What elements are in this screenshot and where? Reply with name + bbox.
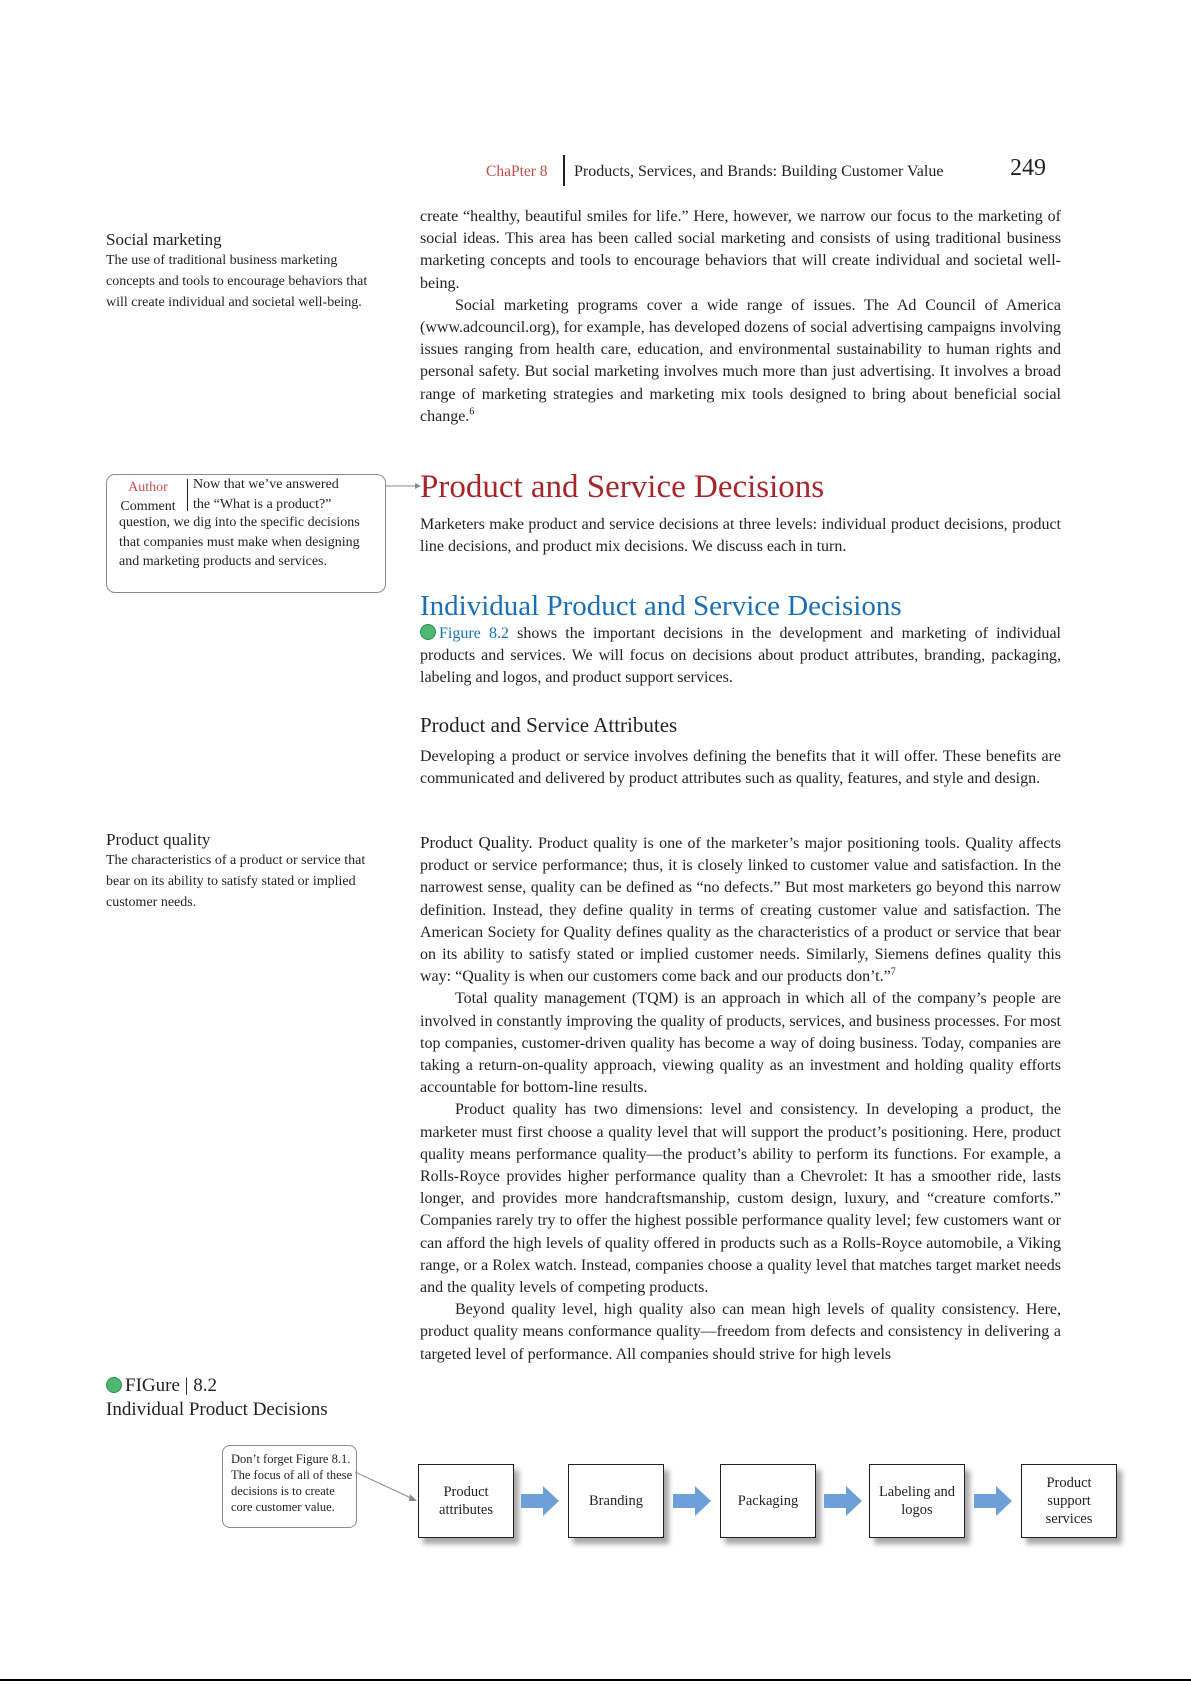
chapter-title: Products, Services, and Brands: Building Customer Value [574, 163, 944, 180]
attributes-paragraph: Developing a product or service involves defining the benefits that it will offer. These benefits are communicated and delivered by product attributes such as quality, features, and style and design. [420, 748, 1061, 788]
figure-number: 8.2 [193, 1375, 217, 1396]
subsection-heading: Individual Product and Service Decisions [420, 590, 902, 622]
attributes-heading: Product and Service Attributes [420, 713, 678, 737]
quality-paragraph-1: Product Quality. Product quality is one of the marketer’s major positioning tools. Quality affects product or service performance; thus, it is closely linked to customer value and satisfaction. In the narrowest sense, quality can be defined as “no defects.” But most marketers go beyond this narrow definition. Instead, they define quality in terms of creating customer value and satisfaction. The American Society for Quality defines quality as the characteristics of a product or service that bear on its ability to satisfy stated or implied customer needs. Similarly, Siemens defines quality this way: “Quality is when our customers come back and our products don’t.”$^7$ [420, 833, 1061, 986]
figure-note-box: Don’t forget Figure 8.1. The focus of all of these decisions is to create core customer value. [222, 1445, 357, 1528]
section-paragraph: Marketers make product and service decisions at three levels: individual product decisions, product line decisions, and product mix decisions. We discuss each in turn. [420, 516, 1061, 556]
figure-word: FIGure [125, 1375, 180, 1396]
glossary-term: Social marketing [106, 230, 222, 249]
flow-arrow-icon [521, 1484, 561, 1518]
intro-text [420, 206, 1061, 428]
runin-heading: Product Quality. [420, 833, 533, 852]
subsection-paragraph: Figure 8.2 shows the important decisions in the development and marketing of individual products and services. We will focus on decisions about product attributes, branding, packaging, labeling and logos, and product support services. [420, 625, 1061, 687]
comment-divider [187, 479, 188, 511]
figure-link[interactable]: Figure 8.2 [439, 625, 509, 642]
figure-marker-icon [420, 624, 436, 640]
flow-step-branding: Branding [568, 1464, 664, 1538]
author-comment-label: Author Comment [120, 480, 176, 514]
section-heading: Product and Service Decisions [420, 469, 825, 505]
quality-block [420, 832, 1061, 1366]
figure-label: FIGure | 8.2 Individual Product Decisions [106, 1375, 406, 1421]
footnote-ref: 6 [469, 406, 475, 418]
footnote-ref: 7 [890, 966, 896, 978]
glossary-product-quality [106, 830, 376, 913]
author-comment-lead: Now that we’ve answered the “What is a product?” [193, 477, 339, 512]
quality-paragraph-3: Product quality has two dimensions: level and consistency. In developing a product, the marketer must first choose a quality level that will support the product’s positioning. Here, product quality means performance quality—the product’s ability to perform its functions. For example, a Rolls-Royce provides higher performance quality than a Chevrolet: It has a smoother ride, lasts longer, and provides more handcraftsmanship, custom design, luxury, and “creature comforts.” Companies rarely try to offer the highest possible performance quality level; few customers want or can afford the high levels of quality offered in products such as a Rolls-Royce automobile, a Viking range, or a Rolex watch. Instead, companies choose a quality level that matches target market needs and the quality levels of competing products. [420, 1101, 1061, 1297]
glossary-social-marketing [106, 230, 376, 313]
glossary-definition: The use of traditional business marketing concepts and tools to encourage behaviors that will create individual and societal well-being. [106, 253, 368, 310]
subsection-block [420, 590, 1061, 690]
flow-step-product-attributes: Product attributes [418, 1464, 514, 1538]
flow-step-support-services: Product support services [1021, 1464, 1117, 1538]
attributes-block [420, 713, 1061, 790]
intro-paragraph-1: create “healthy, beautiful smiles for life.” Here, however, we narrow our focus to the marketing of social ideas. This area has been called social marketing and consists of using traditional business marketing concepts and tools to encourage behaviors that will create individual and societal well-being. [420, 208, 1061, 292]
flow-step-labeling-logos: Labeling and logos [869, 1464, 965, 1538]
figure-caption: Individual Product Decisions [106, 1399, 328, 1420]
flow-arrow-icon [974, 1484, 1014, 1518]
flow-arrow-icon [824, 1484, 864, 1518]
author-comment-box [106, 474, 386, 593]
glossary-term: Product quality [106, 830, 211, 849]
author-comment-text: question, we dig into the specific decisions that companies must make when designing and marketing products and services. [119, 515, 360, 569]
comment-pointer [385, 480, 421, 492]
quality-paragraph-4: Beyond quality level, high quality also can mean high levels of quality consistency. Here, product quality means conformance quality—freedom from defects and consistency in delivering a targeted level of performance. All companies should strive for high levels [420, 1301, 1061, 1363]
section-block [420, 469, 1061, 558]
note-pointer [355, 1470, 417, 1504]
intro-paragraph-2: Social marketing programs cover a wide range of issues. The Ad Council of America (www.adcouncil.org), for example, has developed dozens of social advertising campaigns involving issues ranging from health care, education, and environmental sustainability to human rights and personal safety. But social marketing involves much more than just advertising. It involves a broad range of marketing strategies and marketing mix tools designed to bring about beneficial social change.$^6$ [420, 296, 1061, 425]
figure-marker-icon [106, 1377, 122, 1393]
page-number: 249 [1010, 155, 1046, 181]
running-header [486, 155, 1056, 191]
header-divider [563, 155, 565, 186]
flow-arrow-icon [673, 1484, 713, 1518]
glossary-definition: The characteristics of a product or service that bear on its ability to satisfy stated or implied customer needs. [106, 853, 366, 910]
chapter-label: ChaPter 8 [486, 163, 548, 180]
page-bottom-rule [0, 1679, 1191, 1681]
flow-step-packaging: Packaging [720, 1464, 816, 1538]
quality-paragraph-2: Total quality management (TQM) is an approach in which all of the company’s people are involved in constantly improving the quality of products, services, and business processes. For most top companies, customer-driven quality has become a way of doing business. Today, companies are taking a return-on-quality approach, viewing quality as an investment and holding quality efforts accountable for bottom-line results. [420, 990, 1061, 1097]
